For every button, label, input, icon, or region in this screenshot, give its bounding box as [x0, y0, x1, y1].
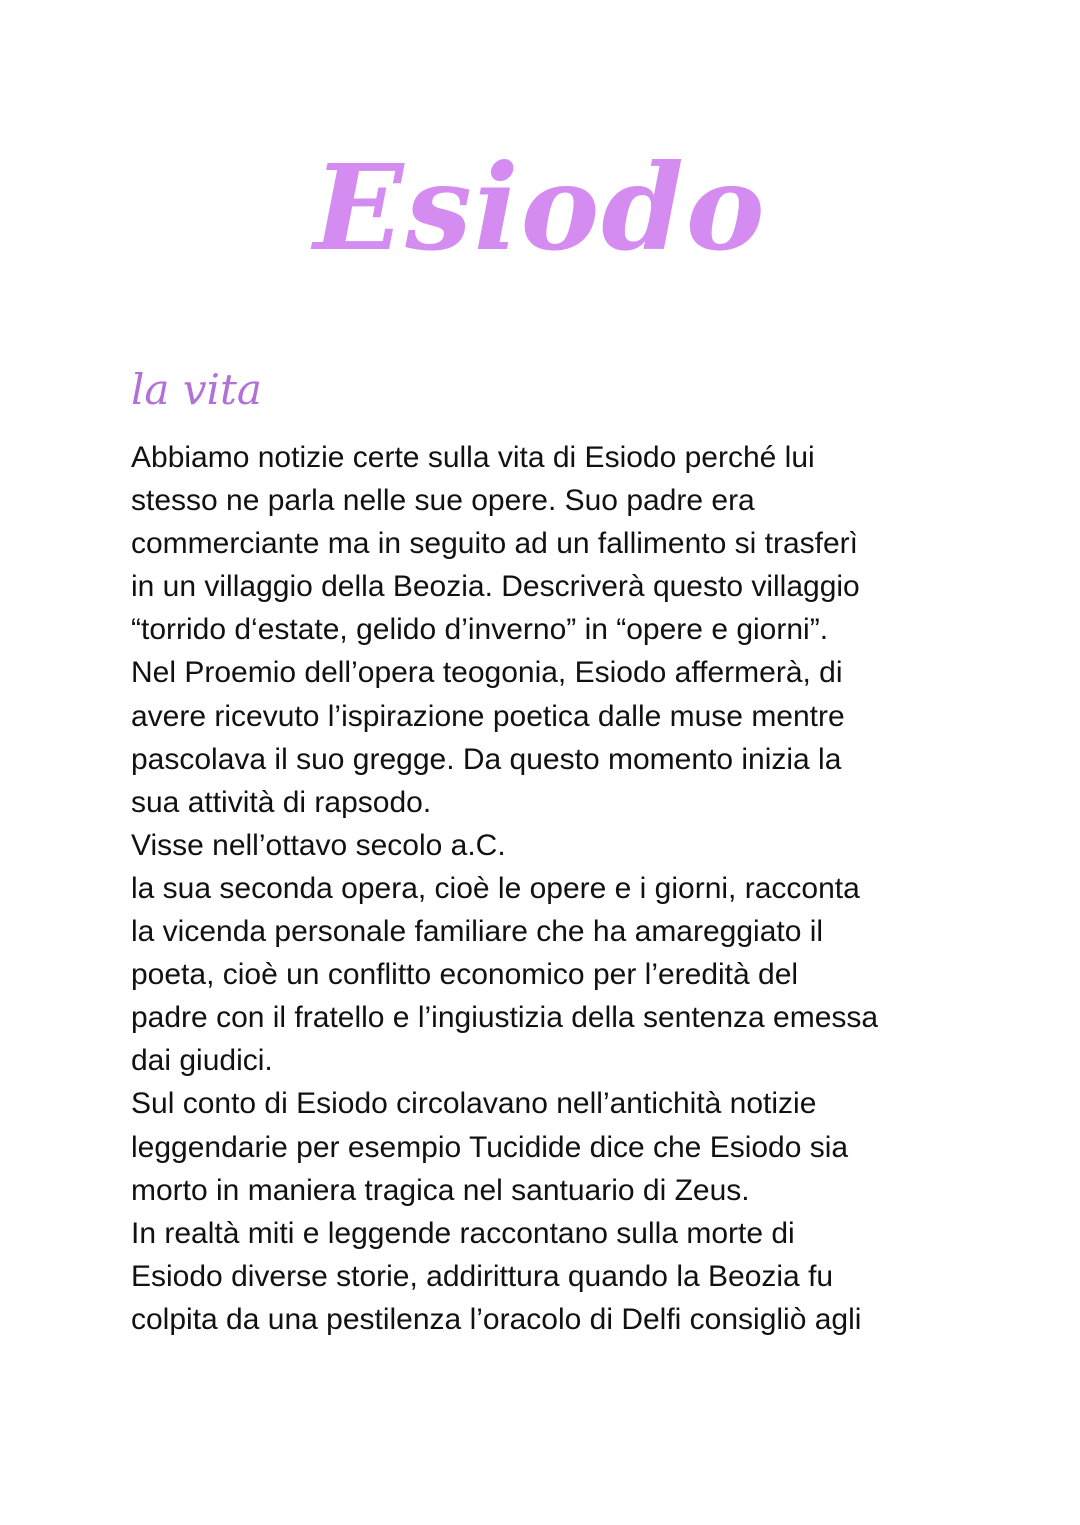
- text-line: Nel Proemio dell’opera teogonia, Esiodo affermerà, di: [131, 656, 843, 690]
- text-line: leggendarie per esempio Tucidide dice che Esiodo sia: [131, 1130, 849, 1164]
- text-line: poeta, cioè un conflitto economico per l’eredità del: [131, 958, 799, 992]
- text-line: morto in maniera tragica nel santuario di Zeus.: [131, 1173, 750, 1207]
- text-line: dai giudici.: [131, 1044, 273, 1078]
- text-line: Esiodo diverse storie, addirittura quando la Beozia fu: [131, 1259, 834, 1293]
- text-line: “torrido d‘estate, gelido d’inverno” in “opere e giorni”.: [131, 613, 829, 647]
- text-line: la vicenda personale familiare che ha amareggiato il: [131, 915, 824, 949]
- text-line: pascolava il suo gregge. Da questo momento inizia la: [131, 742, 842, 776]
- text-line: padre con il fratello e l’ingiustizia della sentenza emessa: [131, 1001, 879, 1035]
- text-line: avere ricevuto l’ispirazione poetica dalle muse mentre: [131, 699, 845, 733]
- text-line: Visse nell’ottavo secolo a.C.: [131, 828, 506, 862]
- text-line: la sua seconda opera, cioè le opere e i giorni, racconta: [131, 871, 860, 905]
- page-title: Esiodo: [313, 138, 767, 277]
- text-line: commerciante ma in seguito ad un fallimento si trasferì: [131, 527, 858, 561]
- text-line: Abbiamo notizie certe sulla vita di Esiodo perché lui: [131, 441, 815, 474]
- text-line: colpita da una pestilenza l’oracolo di Delfi consigliò agli: [131, 1302, 862, 1336]
- body-paragraph: [131, 436, 991, 1341]
- section-heading: la vita: [131, 365, 262, 414]
- text-line: sua attività di rapsodo.: [131, 785, 432, 819]
- text-line: in un villaggio della Beozia. Descriverà questo villaggio: [131, 570, 860, 604]
- text-line: Sul conto di Esiodo circolavano nell’antichità notizie: [131, 1087, 817, 1121]
- text-line: In realtà miti e leggende raccontano sulla morte di: [131, 1216, 795, 1250]
- text-line: stesso ne parla nelle sue opere. Suo padre era: [131, 484, 755, 518]
